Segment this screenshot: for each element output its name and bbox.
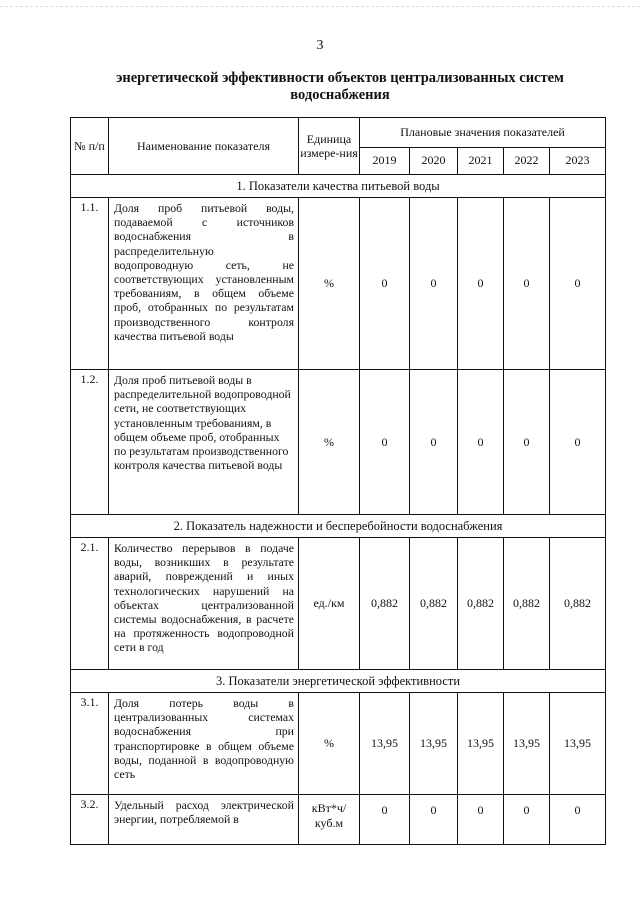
header-row (71, 118, 606, 148)
row-number: 3.1. (71, 693, 109, 795)
row-number: 3.2. (71, 795, 109, 845)
indicator-name: Доля проб питьевой воды, подаваемой с источников водоснабжения в распределительную водопроводную сеть, не соответствующих установленным требованиям, в общем объеме проб, отобранных по результатам производственного контроля качества питьевой воды (109, 198, 299, 370)
plan-value: 0,882 (458, 538, 504, 670)
header-year: 2022 (504, 147, 550, 174)
plan-value: 0 (550, 198, 606, 370)
indicator-unit: ед./км (299, 538, 360, 670)
row-number: 1.1. (71, 198, 109, 370)
table-row (71, 538, 606, 670)
title-line-1: энергетической эффективности объектов централизованных систем (116, 70, 564, 86)
plan-value: 0 (458, 198, 504, 370)
indicator-name: Удельный расход электрической энергии, потребляемой в (109, 795, 299, 845)
plan-value: 0,882 (360, 538, 410, 670)
plan-value: 13,95 (410, 693, 458, 795)
indicator-name: Доля потерь воды в централизованных системах водоснабжения при транспортировке в общем объеме воды, поданной в водопроводную сеть (109, 693, 299, 795)
header-year: 2021 (458, 147, 504, 174)
section-row (71, 515, 606, 538)
plan-value: 0 (410, 370, 458, 515)
section-title: 2. Показатель надежности и бесперебойности водоснабжения (71, 515, 606, 538)
header-name: Наименование показателя (109, 118, 299, 175)
header-year: 2023 (550, 147, 606, 174)
table-row (71, 370, 606, 515)
plan-value: 0 (410, 198, 458, 370)
indicator-name: Количество перерывов в подаче воды, возникших в результате аварий, повреждений и иных технологических нарушений на объектах централизованной системы водоснабжения, в расчете на протяженность водопроводной сети в год (109, 538, 299, 670)
header-num: № п/п (71, 118, 109, 175)
plan-value: 13,95 (550, 693, 606, 795)
section-row (71, 175, 606, 198)
plan-value: 13,95 (458, 693, 504, 795)
section-title: 3. Показатели энергетической эффективности (71, 670, 606, 693)
plan-value: 0 (458, 795, 504, 845)
indicator-unit: % (299, 198, 360, 370)
section-row (71, 670, 606, 693)
indicator-unit: кВт*ч/ куб.м (299, 795, 360, 845)
header-year: 2020 (410, 147, 458, 174)
header-plan: Плановые значения показателей (360, 118, 606, 148)
table-row (71, 693, 606, 795)
plan-value: 0 (550, 370, 606, 515)
plan-value: 0 (458, 370, 504, 515)
plan-value: 0 (410, 795, 458, 845)
row-number: 1.2. (71, 370, 109, 515)
plan-value: 0 (360, 198, 410, 370)
page-top-edge (0, 0, 640, 7)
header-unit: Единица измере-ния (299, 118, 360, 175)
title-line-2: водоснабжения (290, 87, 390, 103)
plan-value: 0 (360, 795, 410, 845)
plan-value: 0,882 (504, 538, 550, 670)
indicator-name: Доля проб питьевой воды в распределительной водопроводной сети, не соответствующих установленным требованиям, в общем объеме проб, отобранных по результатам производственного контроля качества питьевой воды (109, 370, 299, 515)
plan-value: 0 (504, 795, 550, 845)
indicator-unit: % (299, 693, 360, 795)
table-row (71, 198, 606, 370)
section-title: 1. Показатели качества питьевой воды (71, 175, 606, 198)
plan-value: 0 (504, 198, 550, 370)
plan-value: 0 (360, 370, 410, 515)
header-year: 2019 (360, 147, 410, 174)
plan-value: 0 (504, 370, 550, 515)
plan-value: 13,95 (360, 693, 410, 795)
row-number: 2.1. (71, 538, 109, 670)
indicators-table (70, 117, 606, 845)
plan-value: 0,882 (550, 538, 606, 670)
plan-value: 0 (550, 795, 606, 845)
page-number: 3 (316, 38, 324, 53)
indicator-unit: % (299, 370, 360, 515)
table-row (71, 795, 606, 845)
plan-value: 13,95 (504, 693, 550, 795)
document-title (80, 70, 600, 104)
plan-value: 0,882 (410, 538, 458, 670)
